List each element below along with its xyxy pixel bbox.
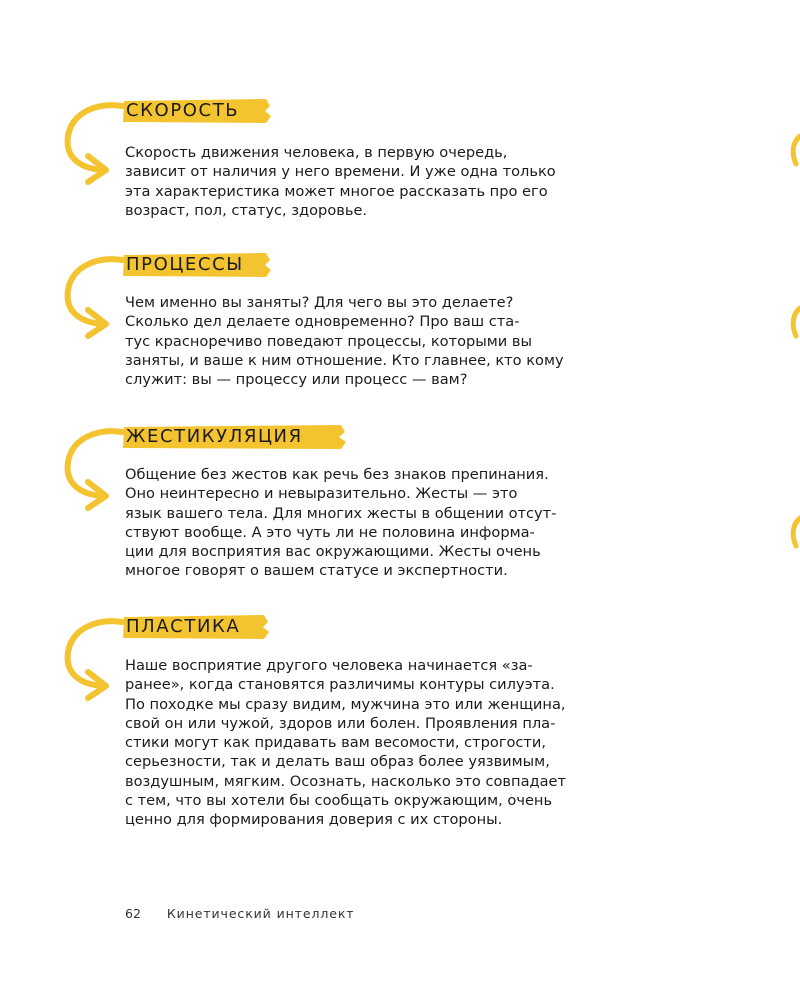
paragraph-line: серьезности, так и делать ваш образ более уязвимым, [125, 753, 550, 771]
section-paragraph [125, 656, 605, 830]
paragraph-line: язык вашего тела. Для многих жесты в общении отсут- [125, 504, 557, 522]
section-heading: ЖЕСТИКУЛЯЦИЯ [126, 426, 303, 447]
paragraph-line: тус красноречиво поведают процессы, которыми вы [125, 332, 533, 350]
paragraph-line: многое говорят о вашем статусе и экспертности. [125, 562, 508, 580]
curved-arrow-icon [58, 98, 130, 188]
paragraph-line: По походке мы сразу видим, мужчина это или женщина, [125, 695, 566, 713]
page-footer [125, 906, 354, 921]
curved-arrow-icon [58, 614, 130, 704]
paragraph-line: Общение без жестов как речь без знаков препинания. [125, 466, 549, 483]
paragraph-line: ценно для формирования доверия с их стороны. [125, 811, 503, 829]
edge-arrow-fragment-icon [786, 302, 800, 342]
section-heading: ПРОЦЕССЫ [126, 254, 244, 275]
section-heading: ПЛАСТИКА [126, 616, 241, 637]
book-title: Кинетический интеллект [166, 906, 355, 921]
paragraph-line: Скорость движения человека, в первую очередь, [125, 144, 508, 161]
curved-arrow-icon [58, 252, 130, 342]
section-heading: СКОРОСТЬ [126, 100, 240, 121]
paragraph-line: Чем именно вы заняты? Для чего вы это делаете? [125, 294, 514, 311]
heading-highlight [122, 98, 272, 124]
paragraph-line: возраст, пол, статус, здоровье. [125, 201, 368, 219]
paragraph-line: ции для восприятия вас окружающими. Жесты очень [125, 543, 541, 561]
paragraph-line: служит: вы — процессу или процесс — вам? [125, 371, 468, 389]
paragraph-line: Сколько дел делаете одновременно? Про ваш ста- [125, 313, 520, 331]
paragraph-line: ранее», когда становятся различимы контуры силуэта. [125, 676, 555, 694]
heading-highlight [122, 614, 270, 640]
edge-arrow-fragment-icon [786, 130, 800, 170]
paragraph-line: стики могут как придавать вам весомости, строгости, [125, 734, 547, 752]
paragraph-line: Оно неинтересно и невыразительно. Жесты — это [125, 485, 518, 503]
heading-highlight [122, 252, 272, 278]
curved-arrow-icon [58, 424, 130, 514]
section-paragraph [125, 465, 605, 581]
edge-arrow-fragment-icon [786, 512, 800, 552]
paragraph-line: Наше восприятие другого человека начинается «за- [125, 657, 533, 674]
section-paragraph [125, 293, 605, 389]
paragraph-line: зависит от наличия у него времени. И уже одна только [125, 163, 556, 181]
paragraph-line: заняты, и ваше к ним отношение. Кто главнее, кто кому [125, 351, 564, 369]
paragraph-line: с тем, что вы хотели бы сообщать окружающим, очень [125, 792, 553, 810]
page-number: 62 [125, 906, 141, 921]
section-paragraph [125, 143, 605, 220]
paragraph-line: ствуют вообще. А это чуть ли не половина информа- [125, 523, 535, 541]
paragraph-line: эта характеристика может многое рассказать про его [125, 182, 548, 200]
paragraph-line: воздушным, мягким. Осознать, насколько это совпадает [125, 772, 567, 790]
heading-highlight [122, 424, 347, 450]
paragraph-line: свой он или чужой, здоров или болен. Проявления пла- [125, 714, 556, 732]
